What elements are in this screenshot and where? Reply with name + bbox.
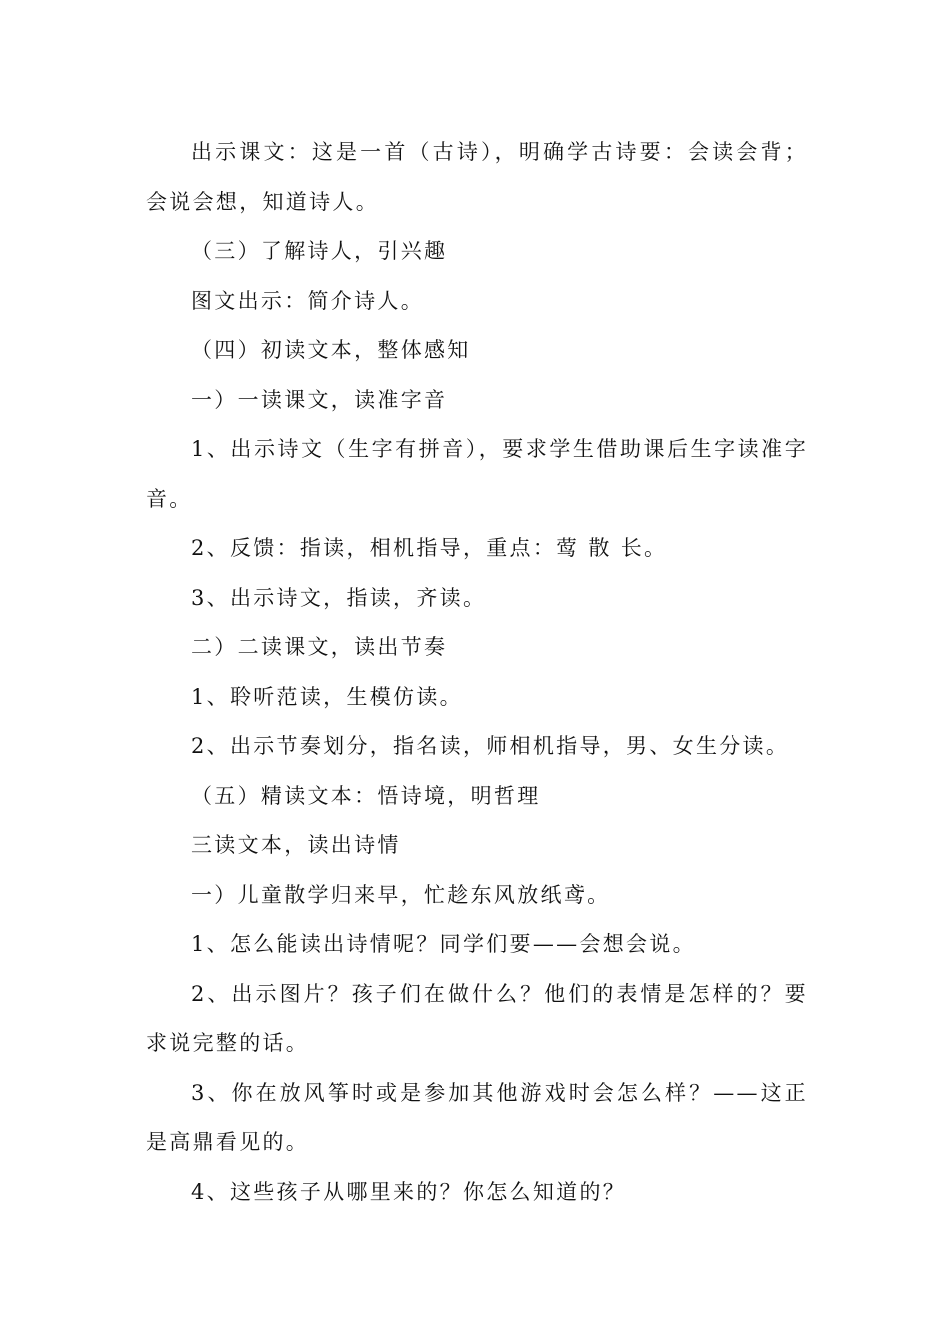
list-item: 4、这些孩子从哪里来的？你怎么知道的？ <box>191 1179 627 1204</box>
list-item: 3、出示诗文，指读，齐读。 <box>191 585 487 610</box>
list-item: 1、怎么能读出诗情呢？同学们要——会想会说。 <box>191 932 696 956</box>
document-body <box>146 128 808 1217</box>
subsection-heading: 二）二读课文，读出节奏 <box>191 635 448 659</box>
section-heading: （五）精读文本：悟诗境，明哲理 <box>191 783 541 808</box>
subsection-heading: 一）儿童散学归来早，忙趁东风放纸鸢。 <box>191 882 611 907</box>
paragraph: 出示课文：这是一首（古诗），明确学古诗要：会读会背；会说会想，知道诗人。 <box>146 140 808 214</box>
list-item: 2、反馈：指读，相机指导，重点：莺 散 长。 <box>191 536 668 560</box>
subsection-heading: 三读文本，读出诗情 <box>191 833 401 857</box>
paragraph: 图文出示：简介诗人。 <box>191 288 424 313</box>
list-item: 2、出示节奏划分，指名读，师相机指导，男、女生分读。 <box>191 734 790 758</box>
list-item: 1、聆听范读，生模仿读。 <box>191 684 463 709</box>
section-heading: （三）了解诗人，引兴趣 <box>191 239 448 263</box>
list-item: 2、出示图片？孩子们在做什么？他们的表情是怎样的？要求说完整的话。 <box>146 981 808 1055</box>
list-item: 1、出示诗文（生字有拼音），要求学生借助课后生字读准字音。 <box>146 437 808 511</box>
subsection-heading: 一）一读课文，读准字音 <box>191 387 448 412</box>
list-item: 3、你在放风筝时或是参加其他游戏时会怎么样？——这正是高鼎看见的。 <box>146 1080 808 1154</box>
section-heading: （四）初读文本，整体感知 <box>191 338 471 362</box>
